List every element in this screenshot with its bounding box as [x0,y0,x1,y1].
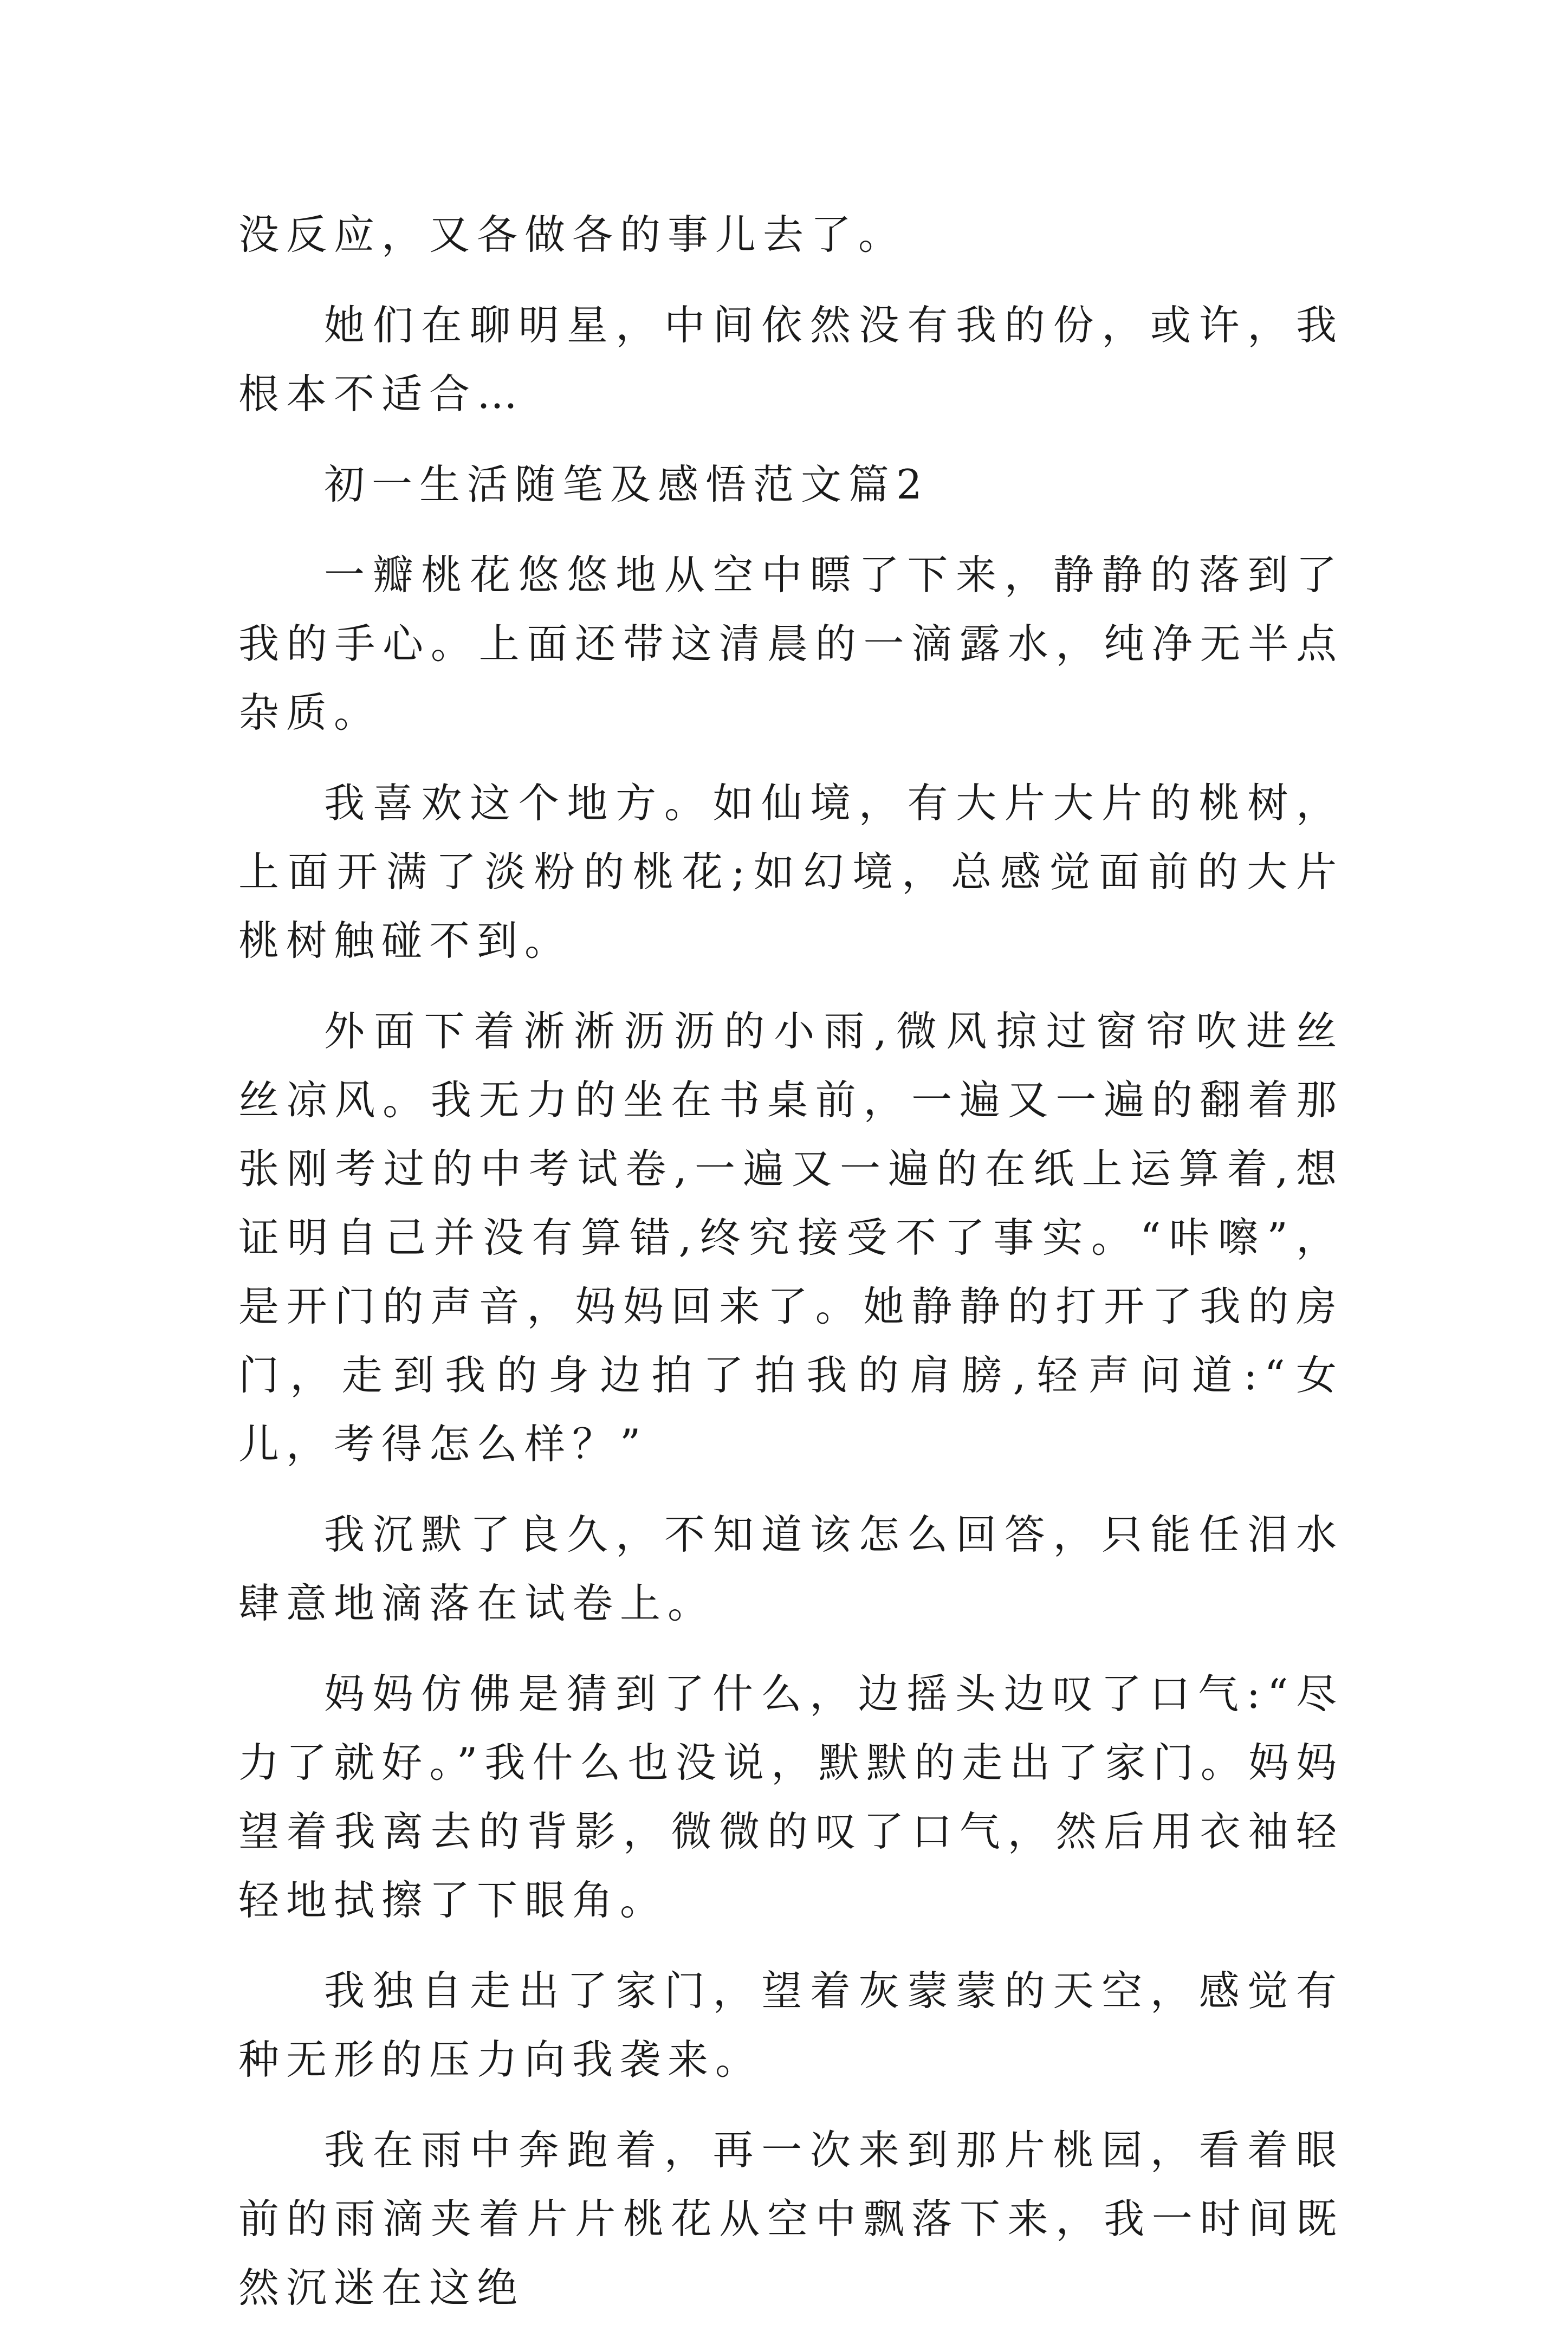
paragraph-2: 她们在聊明星，中间依然没有我的份，或许，我根本不适合… [238,301,1344,418]
paragraph-7: 妈妈仿佛是猜到了什么，边摇头边叹了口气:“尽力了就好。”我什么也没说，默默的走出了家门。妈妈望着我离去的背影，微微的叹了口气，然后用衣袖轻轻地拭擦了下眼角。 [238,1670,1344,1924]
section-heading: 初一生活随笔及感悟范文篇2 [324,461,929,508]
paragraph-4: 我喜欢这个地方。如仙境，有大片大片的桃树，上面开满了淡粉的桃花;如幻境，总感觉面前的大片桃树触碰不到。 [238,779,1344,964]
paragraph-3: 一瓣桃花悠悠地从空中瞟了下来，静静的落到了我的手心。上面还带这清晨的一滴露水，纯净无半点杂质。 [238,551,1344,736]
paragraph-8: 我独自走出了家门，望着灰蒙蒙的天空，感觉有种无形的压力向我袭来。 [238,1967,1344,2083]
paragraph-9: 我在雨中奔跑着，再一次来到那片桃园，看着眼前的雨滴夹着片片桃花从空中飘落下来，我一时间既然沉迷在这绝 [238,2126,1344,2311]
paragraph-1: 没反应，又各做各的事儿去了。 [238,211,906,258]
document-body [238,200,1344,2344]
paragraph-5: 外面下着淅淅沥沥的小雨,微风掠过窗帘吹进丝丝凉风。我无力的坐在书桌前，一遍又一遍的翻着那张刚考过的中考试卷,一遍又一遍的在纸上运算着,想证明自己并没有算错,终究接受不了事实。“咔嚓”，是开门的声音，妈妈回来了。她静静的打开了我的房门，走到我的身边拍了拍我的肩膀,轻声问道:“女儿，考得怎么样？” [238,1007,1344,1468]
paragraph-6: 我沉默了良久，不知道该怎么回答，只能任泪水肆意地滴落在试卷上。 [238,1511,1344,1627]
